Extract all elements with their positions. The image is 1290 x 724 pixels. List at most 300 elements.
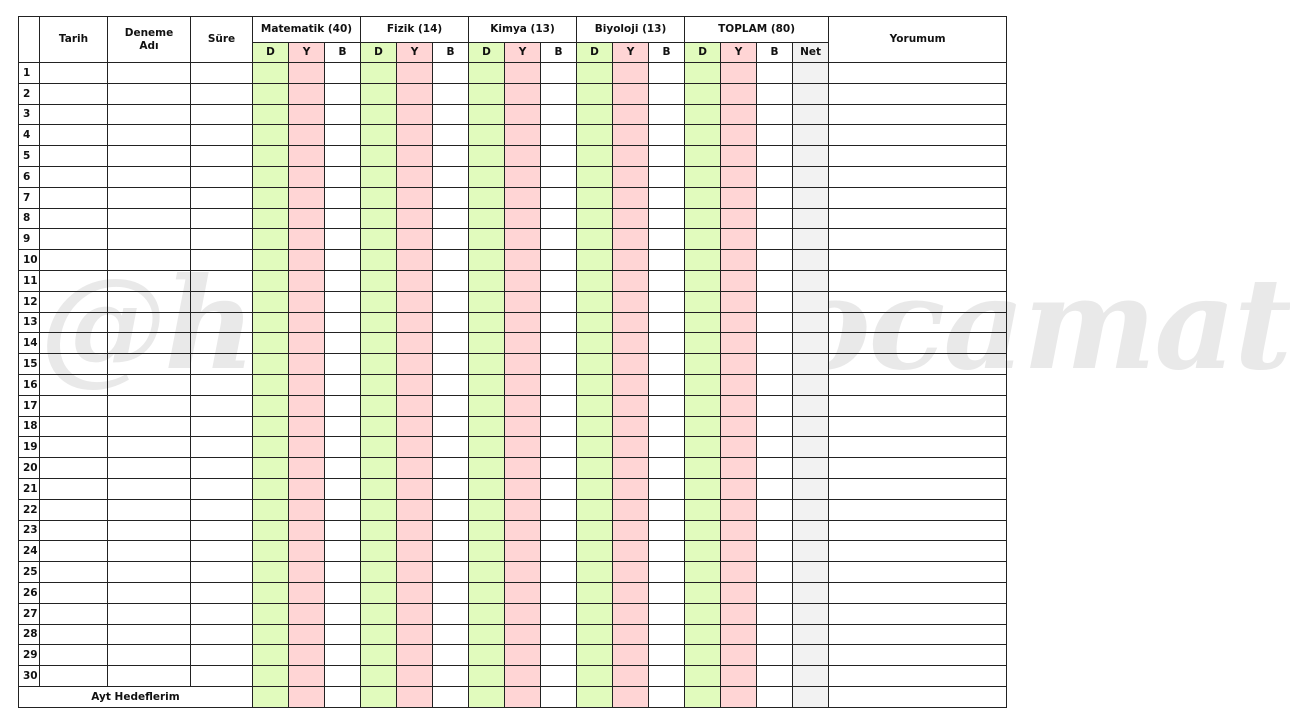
exam-name-cell[interactable] <box>108 603 191 624</box>
score-cell-b[interactable] <box>325 270 361 291</box>
score-cell-d[interactable] <box>577 208 613 229</box>
score-cell-b[interactable] <box>325 312 361 333</box>
score-cell-b[interactable] <box>757 208 793 229</box>
score-cell-d[interactable] <box>685 312 721 333</box>
duration-cell[interactable] <box>191 499 253 520</box>
score-cell-y[interactable] <box>397 499 433 520</box>
score-cell-y[interactable] <box>721 374 757 395</box>
score-cell-y[interactable] <box>505 63 541 84</box>
score-cell-d[interactable] <box>685 603 721 624</box>
score-cell-y[interactable] <box>613 416 649 437</box>
score-cell-y[interactable] <box>289 146 325 167</box>
score-cell-y[interactable] <box>721 166 757 187</box>
date-cell[interactable] <box>40 624 108 645</box>
score-cell-y[interactable] <box>397 582 433 603</box>
score-cell-d[interactable] <box>577 562 613 583</box>
score-cell-y[interactable] <box>505 166 541 187</box>
score-cell-b[interactable] <box>541 104 577 125</box>
score-cell-y[interactable] <box>397 416 433 437</box>
score-cell-y[interactable] <box>505 354 541 375</box>
exam-name-cell[interactable] <box>108 250 191 271</box>
score-cell-b[interactable] <box>757 458 793 479</box>
score-cell-b[interactable] <box>433 603 469 624</box>
score-cell-d[interactable] <box>577 291 613 312</box>
score-cell-y[interactable] <box>613 229 649 250</box>
score-cell-d[interactable] <box>361 562 397 583</box>
score-cell-d[interactable] <box>469 229 505 250</box>
comment-cell[interactable] <box>829 270 1007 291</box>
score-cell-d[interactable] <box>577 250 613 271</box>
goal-cell-y[interactable] <box>721 686 757 707</box>
score-cell-b[interactable] <box>433 395 469 416</box>
score-cell-d[interactable] <box>685 666 721 687</box>
score-cell-b[interactable] <box>757 520 793 541</box>
score-cell-y[interactable] <box>397 437 433 458</box>
score-cell-b[interactable] <box>325 624 361 645</box>
score-cell-b[interactable] <box>433 270 469 291</box>
goal-cell-net[interactable] <box>793 686 829 707</box>
score-cell-d[interactable] <box>577 624 613 645</box>
score-cell-d[interactable] <box>577 125 613 146</box>
comment-cell[interactable] <box>829 458 1007 479</box>
comment-cell[interactable] <box>829 333 1007 354</box>
score-cell-net[interactable] <box>793 333 829 354</box>
score-cell-b[interactable] <box>649 582 685 603</box>
score-cell-y[interactable] <box>397 645 433 666</box>
score-cell-b[interactable] <box>325 291 361 312</box>
duration-cell[interactable] <box>191 83 253 104</box>
score-cell-y[interactable] <box>505 458 541 479</box>
comment-cell[interactable] <box>829 83 1007 104</box>
score-cell-d[interactable] <box>577 312 613 333</box>
score-cell-y[interactable] <box>505 291 541 312</box>
score-cell-b[interactable] <box>541 562 577 583</box>
duration-cell[interactable] <box>191 624 253 645</box>
score-cell-d[interactable] <box>469 520 505 541</box>
score-cell-b[interactable] <box>649 541 685 562</box>
score-cell-b[interactable] <box>541 416 577 437</box>
score-cell-b[interactable] <box>649 229 685 250</box>
score-cell-y[interactable] <box>613 437 649 458</box>
score-cell-y[interactable] <box>721 666 757 687</box>
date-cell[interactable] <box>40 395 108 416</box>
score-cell-y[interactable] <box>505 229 541 250</box>
score-cell-y[interactable] <box>289 541 325 562</box>
score-cell-b[interactable] <box>757 541 793 562</box>
score-cell-net[interactable] <box>793 395 829 416</box>
score-cell-y[interactable] <box>397 562 433 583</box>
score-cell-b[interactable] <box>541 333 577 354</box>
exam-name-cell[interactable] <box>108 166 191 187</box>
score-cell-d[interactable] <box>469 146 505 167</box>
duration-cell[interactable] <box>191 374 253 395</box>
score-cell-net[interactable] <box>793 603 829 624</box>
comment-cell[interactable] <box>829 395 1007 416</box>
date-cell[interactable] <box>40 270 108 291</box>
score-cell-b[interactable] <box>325 104 361 125</box>
score-cell-y[interactable] <box>721 458 757 479</box>
score-cell-b[interactable] <box>325 229 361 250</box>
score-cell-y[interactable] <box>289 562 325 583</box>
score-cell-d[interactable] <box>253 104 289 125</box>
score-cell-d[interactable] <box>577 499 613 520</box>
score-cell-y[interactable] <box>613 125 649 146</box>
score-cell-d[interactable] <box>469 104 505 125</box>
score-cell-b[interactable] <box>541 624 577 645</box>
score-cell-net[interactable] <box>793 374 829 395</box>
score-cell-b[interactable] <box>757 104 793 125</box>
score-cell-d[interactable] <box>577 63 613 84</box>
score-cell-b[interactable] <box>541 520 577 541</box>
score-cell-d[interactable] <box>685 229 721 250</box>
score-cell-b[interactable] <box>433 166 469 187</box>
score-cell-d[interactable] <box>685 208 721 229</box>
score-cell-d[interactable] <box>685 520 721 541</box>
score-cell-y[interactable] <box>613 603 649 624</box>
score-cell-b[interactable] <box>649 666 685 687</box>
goal-cell-d[interactable] <box>685 686 721 707</box>
comment-cell[interactable] <box>829 603 1007 624</box>
score-cell-d[interactable] <box>577 666 613 687</box>
score-cell-y[interactable] <box>721 270 757 291</box>
comment-cell[interactable] <box>829 312 1007 333</box>
score-cell-b[interactable] <box>433 582 469 603</box>
comment-cell[interactable] <box>829 166 1007 187</box>
score-cell-d[interactable] <box>253 125 289 146</box>
comment-cell[interactable] <box>829 520 1007 541</box>
score-cell-y[interactable] <box>505 333 541 354</box>
score-cell-b[interactable] <box>757 187 793 208</box>
exam-name-cell[interactable] <box>108 520 191 541</box>
score-cell-y[interactable] <box>721 291 757 312</box>
score-cell-d[interactable] <box>577 354 613 375</box>
score-cell-b[interactable] <box>649 437 685 458</box>
score-cell-b[interactable] <box>541 645 577 666</box>
score-cell-y[interactable] <box>397 624 433 645</box>
exam-name-cell[interactable] <box>108 187 191 208</box>
score-cell-d[interactable] <box>685 478 721 499</box>
score-cell-d[interactable] <box>577 270 613 291</box>
exam-name-cell[interactable] <box>108 229 191 250</box>
score-cell-d[interactable] <box>685 582 721 603</box>
score-cell-net[interactable] <box>793 208 829 229</box>
score-cell-y[interactable] <box>289 624 325 645</box>
score-cell-b[interactable] <box>649 562 685 583</box>
score-cell-y[interactable] <box>505 374 541 395</box>
score-cell-y[interactable] <box>613 270 649 291</box>
score-cell-d[interactable] <box>469 603 505 624</box>
comment-cell[interactable] <box>829 478 1007 499</box>
score-cell-y[interactable] <box>289 270 325 291</box>
score-cell-b[interactable] <box>649 645 685 666</box>
score-cell-b[interactable] <box>433 125 469 146</box>
score-cell-d[interactable] <box>685 104 721 125</box>
exam-name-cell[interactable] <box>108 312 191 333</box>
score-cell-b[interactable] <box>325 395 361 416</box>
exam-name-cell[interactable] <box>108 83 191 104</box>
score-cell-y[interactable] <box>613 499 649 520</box>
score-cell-d[interactable] <box>685 333 721 354</box>
goal-cell-y[interactable] <box>613 686 649 707</box>
score-cell-y[interactable] <box>289 499 325 520</box>
score-cell-d[interactable] <box>253 83 289 104</box>
score-cell-d[interactable] <box>469 645 505 666</box>
score-cell-b[interactable] <box>433 333 469 354</box>
score-cell-d[interactable] <box>685 187 721 208</box>
date-cell[interactable] <box>40 520 108 541</box>
score-cell-b[interactable] <box>325 354 361 375</box>
score-cell-d[interactable] <box>577 166 613 187</box>
exam-name-cell[interactable] <box>108 478 191 499</box>
score-cell-d[interactable] <box>253 520 289 541</box>
score-cell-y[interactable] <box>505 666 541 687</box>
score-cell-b[interactable] <box>757 416 793 437</box>
score-cell-y[interactable] <box>289 83 325 104</box>
score-cell-d[interactable] <box>577 83 613 104</box>
duration-cell[interactable] <box>191 458 253 479</box>
score-cell-y[interactable] <box>613 208 649 229</box>
duration-cell[interactable] <box>191 63 253 84</box>
score-cell-b[interactable] <box>433 146 469 167</box>
score-cell-d[interactable] <box>469 541 505 562</box>
score-cell-b[interactable] <box>757 312 793 333</box>
score-cell-y[interactable] <box>505 541 541 562</box>
score-cell-d[interactable] <box>577 645 613 666</box>
score-cell-y[interactable] <box>289 395 325 416</box>
score-cell-y[interactable] <box>397 63 433 84</box>
score-cell-y[interactable] <box>505 645 541 666</box>
score-cell-b[interactable] <box>325 582 361 603</box>
score-cell-y[interactable] <box>397 270 433 291</box>
score-cell-y[interactable] <box>721 208 757 229</box>
score-cell-b[interactable] <box>433 250 469 271</box>
comment-cell[interactable] <box>829 125 1007 146</box>
score-cell-d[interactable] <box>577 478 613 499</box>
score-cell-y[interactable] <box>505 312 541 333</box>
goal-cell-b[interactable] <box>433 686 469 707</box>
score-cell-d[interactable] <box>361 354 397 375</box>
score-cell-y[interactable] <box>505 270 541 291</box>
goal-comment-cell[interactable] <box>829 686 1007 707</box>
exam-name-cell[interactable] <box>108 395 191 416</box>
date-cell[interactable] <box>40 229 108 250</box>
score-cell-d[interactable] <box>469 83 505 104</box>
score-cell-d[interactable] <box>577 187 613 208</box>
score-cell-d[interactable] <box>685 270 721 291</box>
score-cell-y[interactable] <box>721 624 757 645</box>
score-cell-d[interactable] <box>577 146 613 167</box>
duration-cell[interactable] <box>191 582 253 603</box>
comment-cell[interactable] <box>829 291 1007 312</box>
score-cell-b[interactable] <box>649 208 685 229</box>
score-cell-net[interactable] <box>793 520 829 541</box>
date-cell[interactable] <box>40 478 108 499</box>
score-cell-b[interactable] <box>757 478 793 499</box>
score-cell-d[interactable] <box>469 333 505 354</box>
score-cell-y[interactable] <box>613 541 649 562</box>
score-cell-d[interactable] <box>361 63 397 84</box>
score-cell-b[interactable] <box>433 63 469 84</box>
score-cell-b[interactable] <box>325 645 361 666</box>
score-cell-d[interactable] <box>253 437 289 458</box>
score-cell-y[interactable] <box>289 333 325 354</box>
score-cell-b[interactable] <box>649 250 685 271</box>
comment-cell[interactable] <box>829 562 1007 583</box>
score-cell-b[interactable] <box>325 166 361 187</box>
goal-cell-b[interactable] <box>325 686 361 707</box>
score-cell-b[interactable] <box>757 562 793 583</box>
score-cell-d[interactable] <box>253 562 289 583</box>
score-cell-d[interactable] <box>685 624 721 645</box>
score-cell-b[interactable] <box>757 624 793 645</box>
score-cell-y[interactable] <box>613 83 649 104</box>
score-cell-y[interactable] <box>613 146 649 167</box>
score-cell-b[interactable] <box>325 374 361 395</box>
score-cell-y[interactable] <box>289 229 325 250</box>
score-cell-d[interactable] <box>361 645 397 666</box>
score-cell-b[interactable] <box>541 582 577 603</box>
score-cell-y[interactable] <box>397 83 433 104</box>
score-cell-y[interactable] <box>721 354 757 375</box>
duration-cell[interactable] <box>191 270 253 291</box>
score-cell-y[interactable] <box>289 166 325 187</box>
comment-cell[interactable] <box>829 666 1007 687</box>
score-cell-d[interactable] <box>685 374 721 395</box>
score-cell-y[interactable] <box>289 416 325 437</box>
comment-cell[interactable] <box>829 104 1007 125</box>
score-cell-b[interactable] <box>649 499 685 520</box>
duration-cell[interactable] <box>191 478 253 499</box>
date-cell[interactable] <box>40 63 108 84</box>
score-cell-b[interactable] <box>541 146 577 167</box>
duration-cell[interactable] <box>191 395 253 416</box>
score-cell-y[interactable] <box>505 416 541 437</box>
score-cell-d[interactable] <box>685 291 721 312</box>
score-cell-b[interactable] <box>757 499 793 520</box>
score-cell-b[interactable] <box>325 83 361 104</box>
score-cell-b[interactable] <box>649 166 685 187</box>
score-cell-y[interactable] <box>721 437 757 458</box>
score-cell-d[interactable] <box>469 666 505 687</box>
score-cell-y[interactable] <box>613 250 649 271</box>
score-cell-y[interactable] <box>613 395 649 416</box>
score-cell-net[interactable] <box>793 250 829 271</box>
score-cell-b[interactable] <box>433 229 469 250</box>
score-cell-y[interactable] <box>397 229 433 250</box>
score-cell-d[interactable] <box>469 63 505 84</box>
score-cell-y[interactable] <box>613 63 649 84</box>
date-cell[interactable] <box>40 333 108 354</box>
score-cell-y[interactable] <box>289 208 325 229</box>
score-cell-d[interactable] <box>469 562 505 583</box>
score-cell-b[interactable] <box>433 666 469 687</box>
score-cell-d[interactable] <box>361 603 397 624</box>
score-cell-b[interactable] <box>433 541 469 562</box>
duration-cell[interactable] <box>191 146 253 167</box>
score-cell-y[interactable] <box>505 83 541 104</box>
score-cell-net[interactable] <box>793 499 829 520</box>
comment-cell[interactable] <box>829 63 1007 84</box>
comment-cell[interactable] <box>829 499 1007 520</box>
date-cell[interactable] <box>40 312 108 333</box>
date-cell[interactable] <box>40 499 108 520</box>
exam-name-cell[interactable] <box>108 291 191 312</box>
score-cell-b[interactable] <box>325 562 361 583</box>
score-cell-d[interactable] <box>361 333 397 354</box>
duration-cell[interactable] <box>191 666 253 687</box>
score-cell-b[interactable] <box>757 63 793 84</box>
score-cell-d[interactable] <box>361 166 397 187</box>
score-cell-y[interactable] <box>505 499 541 520</box>
comment-cell[interactable] <box>829 208 1007 229</box>
score-cell-y[interactable] <box>721 250 757 271</box>
score-cell-d[interactable] <box>361 666 397 687</box>
score-cell-net[interactable] <box>793 146 829 167</box>
score-cell-b[interactable] <box>757 333 793 354</box>
score-cell-y[interactable] <box>505 125 541 146</box>
score-cell-b[interactable] <box>541 499 577 520</box>
score-cell-b[interactable] <box>757 83 793 104</box>
duration-cell[interactable] <box>191 603 253 624</box>
score-cell-y[interactable] <box>721 125 757 146</box>
score-cell-d[interactable] <box>253 416 289 437</box>
score-cell-d[interactable] <box>253 333 289 354</box>
score-cell-d[interactable] <box>253 208 289 229</box>
score-cell-d[interactable] <box>361 582 397 603</box>
score-cell-y[interactable] <box>613 458 649 479</box>
score-cell-y[interactable] <box>397 354 433 375</box>
score-cell-b[interactable] <box>433 520 469 541</box>
score-cell-d[interactable] <box>577 520 613 541</box>
date-cell[interactable] <box>40 603 108 624</box>
score-cell-y[interactable] <box>397 374 433 395</box>
score-cell-net[interactable] <box>793 354 829 375</box>
score-cell-y[interactable] <box>505 520 541 541</box>
score-cell-net[interactable] <box>793 270 829 291</box>
score-cell-d[interactable] <box>361 458 397 479</box>
score-cell-net[interactable] <box>793 458 829 479</box>
score-cell-y[interactable] <box>289 437 325 458</box>
score-cell-d[interactable] <box>253 395 289 416</box>
comment-cell[interactable] <box>829 645 1007 666</box>
score-cell-b[interactable] <box>649 187 685 208</box>
score-cell-y[interactable] <box>505 395 541 416</box>
score-cell-y[interactable] <box>505 208 541 229</box>
date-cell[interactable] <box>40 416 108 437</box>
score-cell-y[interactable] <box>613 666 649 687</box>
score-cell-b[interactable] <box>325 125 361 146</box>
date-cell[interactable] <box>40 582 108 603</box>
score-cell-y[interactable] <box>505 562 541 583</box>
score-cell-net[interactable] <box>793 125 829 146</box>
score-cell-y[interactable] <box>397 187 433 208</box>
score-cell-y[interactable] <box>613 624 649 645</box>
score-cell-d[interactable] <box>253 499 289 520</box>
score-cell-b[interactable] <box>433 374 469 395</box>
score-cell-y[interactable] <box>397 146 433 167</box>
score-cell-b[interactable] <box>541 270 577 291</box>
score-cell-d[interactable] <box>469 312 505 333</box>
duration-cell[interactable] <box>191 229 253 250</box>
score-cell-y[interactable] <box>721 229 757 250</box>
score-cell-d[interactable] <box>253 603 289 624</box>
score-cell-b[interactable] <box>757 666 793 687</box>
comment-cell[interactable] <box>829 146 1007 167</box>
score-cell-b[interactable] <box>757 374 793 395</box>
score-cell-b[interactable] <box>433 437 469 458</box>
score-cell-d[interactable] <box>361 499 397 520</box>
score-cell-b[interactable] <box>325 333 361 354</box>
